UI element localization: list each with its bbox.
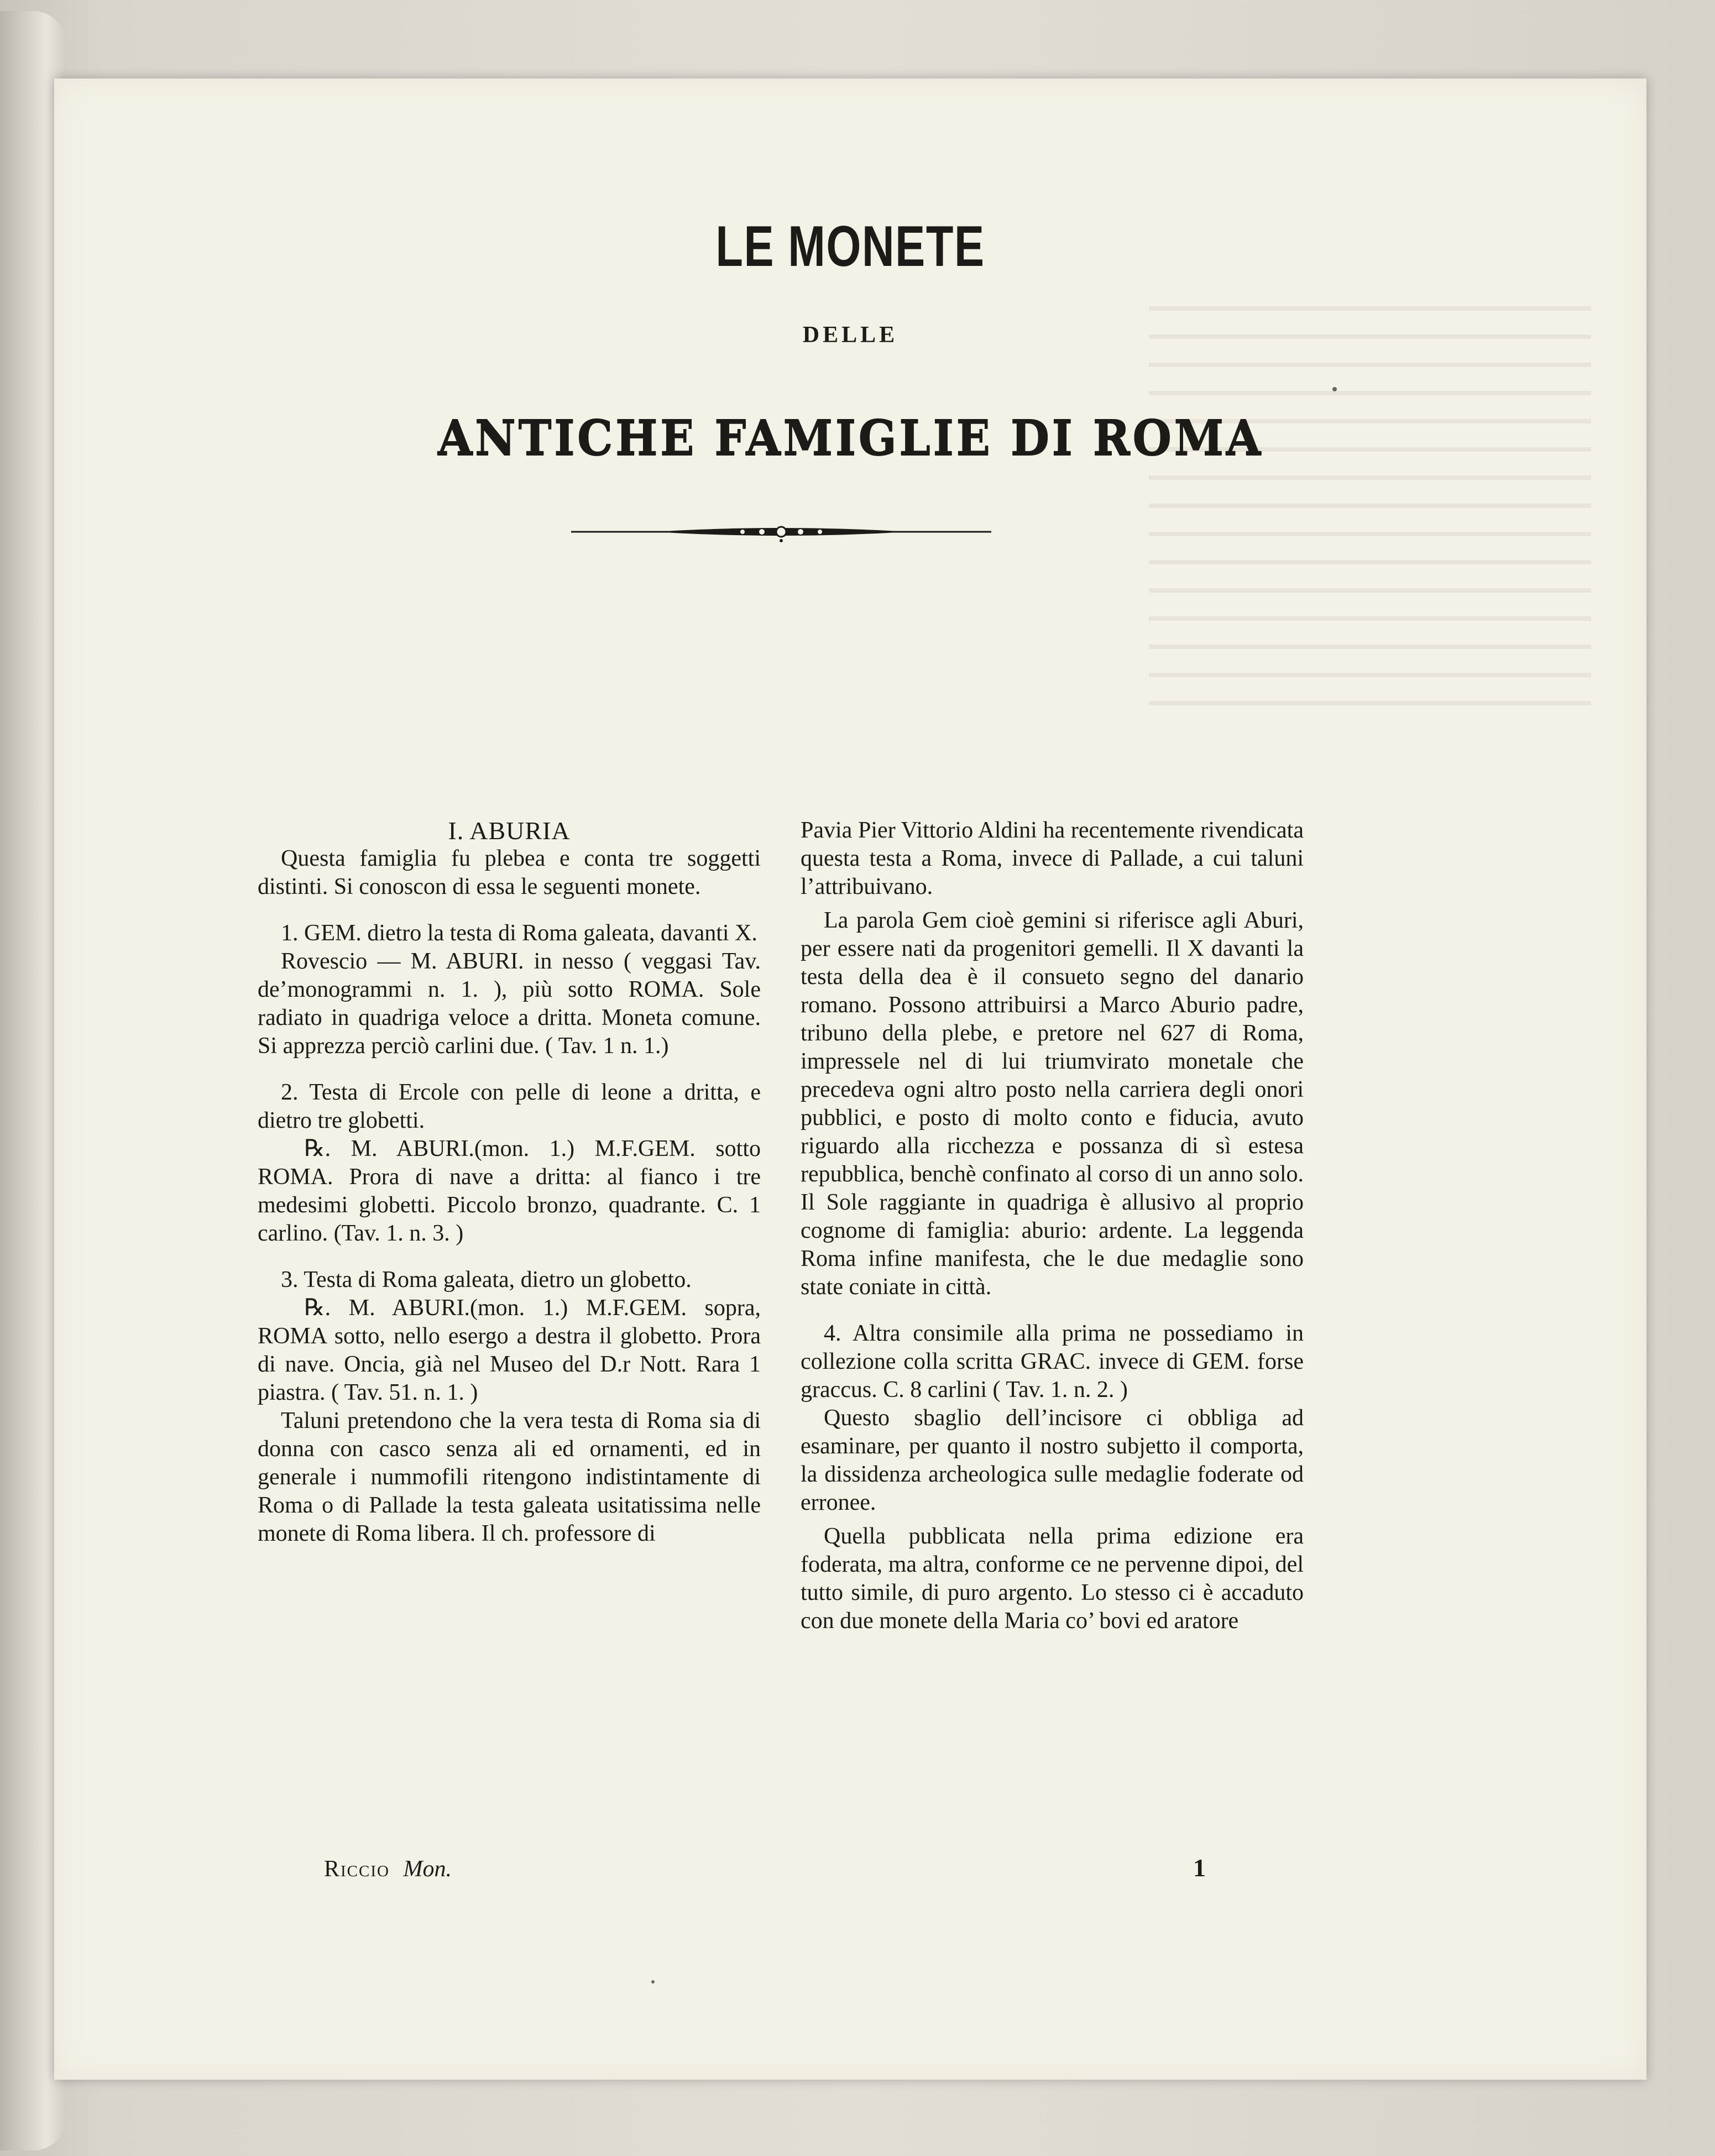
intro-paragraph: Questa famiglia fu plebea e conta tre soggetti distinti. Si conoscon di essa le seguenti monete. (258, 846, 761, 899)
coin-entry-1-obverse: 1. GEM. dietro la testa di Roma galeata, davanti X. (281, 920, 757, 946)
ornamental-rule (571, 521, 991, 543)
coin-entry-3-obverse: 3. Testa di Roma galeata, dietro un globetto. (281, 1267, 692, 1292)
coin-entry-4: 4. Altra consimile alla prima ne possediamo in collezione colla scritta GRAC. invece di GEM. forse graccus. C. 8 carlini ( Tav. 1. n. 2. ) (801, 1321, 1304, 1403)
signature-name: Riccio (324, 1856, 390, 1882)
right-column (801, 817, 1304, 1635)
title-main: LE MONETE (715, 214, 985, 279)
coin-entry-3-reverse: ℞. M. ABURI.(mon. 1.) M.F.GEM. sopra, ROMA sotto, nello esergo a destra il globetto. Prora di nave. Oncia, già nel Museo del D.r Nott. Rara 1 piastra. ( Tav. 51. n. 1. ) (258, 1295, 761, 1405)
commentary-paragraph: Taluni pretendono che la vera testa di Roma sia di donna con casco senza ali ed ornamenti, ed in generale i nummofili ritengono indistintamente di Roma o di Pallade la testa galeata usitatissima nelle monete di Roma libera. Il ch. professore di (258, 1408, 761, 1546)
signature-word: Mon. (403, 1856, 452, 1882)
page-content (54, 79, 1646, 2080)
book-page (54, 79, 1646, 2080)
gem-paragraph: La parola Gem cioè gemini si riferisce agli Aburi, per essere nati da progenitori gemelli. Il X davanti la testa della dea è il consueto segno del danario romano. Possono attribuirsi a Marco Aburio padre, tribuno della plebe, e pretore nel 627 di Roma, impressele nel di lui triumvirato monetale che precedeva ogni altro posto nella carriera degli onori pubblici, e posto di molto conto e fiducia, avuto riguardo alla ricchezza e possanza di sì estesa repubblica, benchè confinato al corso di un anno solo. Il Sole raggiante in quadriga è allusivo al proprio cognome di famiglia: aburio: ardente. La leggenda Roma infine manifesta, che le due medaglie sono state coniate in città. (801, 908, 1304, 1300)
section-heading: I. ABURIA (448, 817, 571, 845)
plated-coin-paragraph: Quella pubblicata nella prima edizione era foderata, ma altra, conforme ce ne pervenne dipoi, del tutto simile, di puro argento. Lo stesso ci è accaduto con due monete della Maria co’ bovi ed aratore (801, 1524, 1304, 1634)
title-delle: DELLE (802, 322, 898, 348)
left-column (258, 817, 761, 1548)
signature-line (324, 1856, 452, 1882)
page-number: 1 (1193, 1854, 1206, 1882)
engraver-error-paragraph: Questo sbaglio dell’incisore ci obbliga ad esaminare, per quanto il nostro subjetto il comporta, la dissidenza archeologica sulle medaglie foderate od erronee. (801, 1405, 1304, 1515)
continuation-paragraph: Pavia Pier Vittorio Aldini ha recentemente rivendicata questa testa a Roma, invece di Pallade, a cui taluni l’attribuivano. (801, 818, 1304, 899)
coin-entry-1-reverse: Rovescio — M. ABURI. in nesso ( veggasi Tav. de’monogrammi n. 1. ), più sotto ROMA. Sole radiato in quadriga veloce a dritta. Moneta comune. Si apprezza perciò carlini due. ( Tav. 1 n. 1.) (258, 949, 761, 1059)
coin-entry-2-reverse: ℞. M. ABURI.(mon. 1.) M.F.GEM. sotto ROMA. Prora di nave a dritta: al fianco i tre medesimi globetti. Piccolo bronzo, quadrante. C. 1 carlino. (Tav. 1. n. 3. ) (258, 1136, 761, 1246)
title-subtitle: ANTICHE FAMIGLIE DI ROMA (437, 410, 1263, 466)
coin-entry-2-obverse: 2. Testa di Ercole con pelle di leone a dritta, e dietro tre globetti. (258, 1080, 761, 1133)
